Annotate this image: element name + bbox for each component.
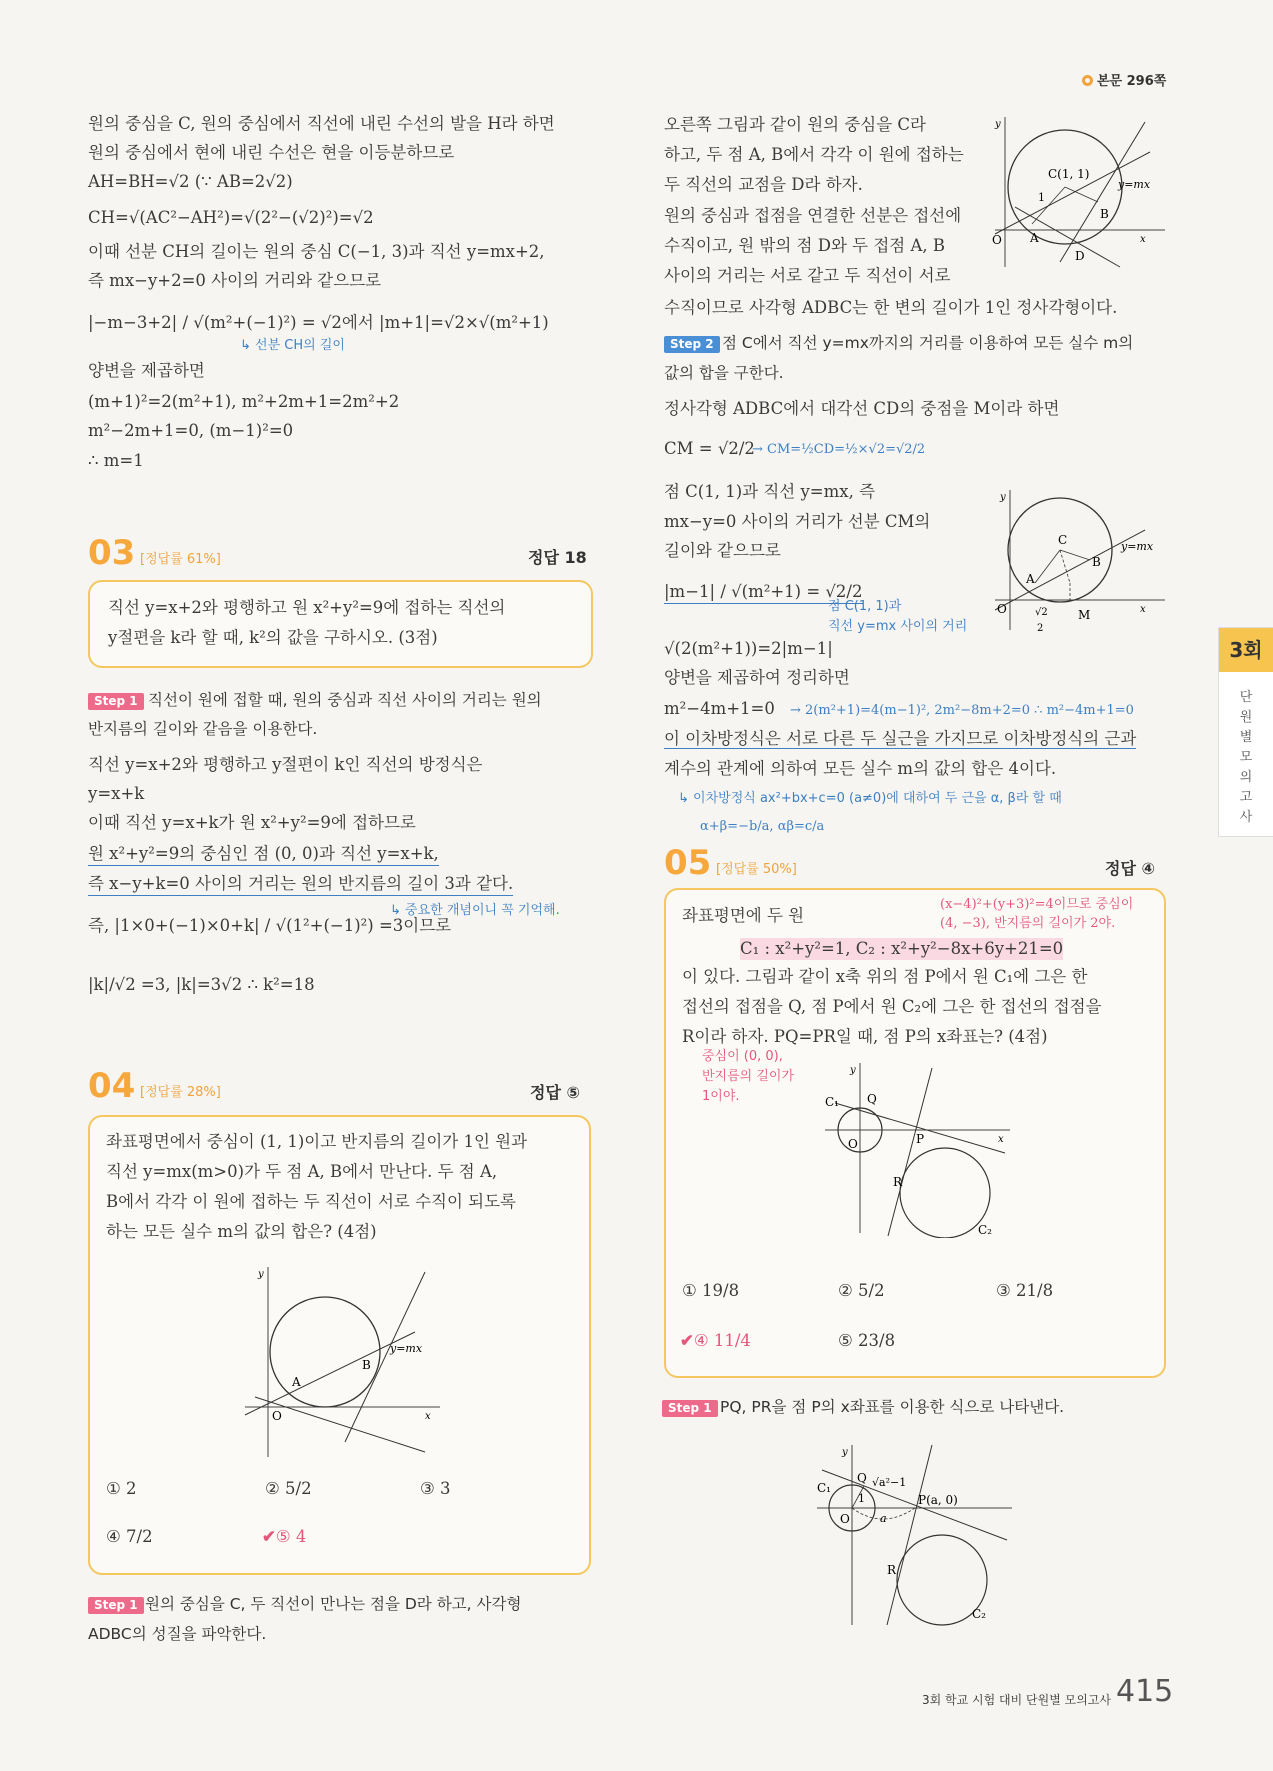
q04s-line-8: 양변을 제곱하여 정리하면	[664, 668, 850, 687]
q03-sol-3: 이때 직선 y=x+k가 원 x²+y²=9에 접하므로	[88, 813, 416, 832]
q03-sol-4: 원 x²+y²=9의 중심인 점 (0, 0)과 직선 y=x+k,	[88, 843, 439, 866]
q04-problem-2: 직선 y=mx(m>0)가 두 점 A, B에서 만난다. 두 점 A,	[106, 1162, 498, 1181]
q04s-note-4: ↳ 이차방정식 ax²+bx+c=0 (a≠0)에 대하여 두 근을 α, β라 할 때	[678, 791, 1062, 806]
chapter-tab[interactable]	[1218, 627, 1273, 837]
svg-text:C: C	[1058, 533, 1068, 547]
q04-step1-badge: Step 1	[88, 1597, 144, 1614]
svg-text:R: R	[887, 1563, 897, 1577]
svg-text:O: O	[840, 1512, 850, 1526]
q04s-note-1: → CM=½CD=½×√2=√2/2	[752, 442, 926, 457]
q04s-note-2b: 직선 y=mx 사이의 거리	[828, 619, 968, 634]
svg-text:C₂: C₂	[978, 1223, 992, 1237]
svg-text:M: M	[1078, 608, 1091, 622]
q05-choice-3[interactable]: ③ 21/8	[996, 1281, 1054, 1300]
q05-answer: 정답 ④	[1105, 859, 1156, 878]
step2-badge: Step 2	[664, 336, 720, 353]
q04c-line-6: 사이의 거리는 서로 같고 두 직선이 서로	[664, 266, 951, 285]
q03-problem-1: 직선 y=x+2와 평행하고 원 x²+y²=9에 접하는 직선의	[108, 598, 506, 617]
q04s-line-11: 계수의 관계에 의하여 모든 실수 m의 값의 합은 4이다.	[664, 759, 1057, 778]
svg-text:A: A	[1026, 572, 1035, 586]
q04-rate: [정답률 28%]	[140, 1085, 221, 1100]
q03-sol-2: y=x+k	[88, 784, 145, 803]
q05-choice-4-selected[interactable]: ✔④ 11/4	[680, 1331, 751, 1350]
q03-number: 03	[88, 533, 136, 573]
q05-note-c1-3: 1이야.	[702, 1089, 740, 1104]
q03-sol-1: 직선 y=x+2와 평행하고 y절편이 k인 직선의 방정식은	[88, 755, 483, 774]
svg-text:D: D	[1075, 249, 1085, 263]
check-mark-icon: ✔	[262, 1527, 276, 1546]
svg-text:O: O	[992, 233, 1002, 247]
q04c-line-1: 오른쪽 그림과 같이 원의 중심을 C라	[664, 115, 926, 134]
intro-line-1: 원의 중심을 C, 원의 중심에서 직선에 내린 수선의 발을 H라 하면	[88, 114, 555, 133]
intro-line-5: 이때 선분 CH의 길이는 원의 중심 C(−1, 3)과 직선 y=mx+2,	[88, 242, 545, 261]
svg-text:y: y	[1000, 492, 1006, 503]
svg-text:a: a	[880, 1512, 887, 1525]
q05-problem-5: R이라 하자. PQ=PR일 때, 점 P의 x좌표는? (4점)	[682, 1027, 1048, 1046]
q03-sol-6: 즉, |1×0+(−1)×0+k| / √(1²+(−1)²) =3이므로	[88, 916, 452, 935]
svg-text:P: P	[916, 1132, 925, 1146]
q04-problem-4: 하는 모든 실수 m의 값의 합은? (4점)	[106, 1222, 377, 1241]
q04s-line-6: |m−1| / √(m²+1) = √2/2	[664, 581, 863, 604]
svg-text:y=mx: y=mx	[1121, 540, 1154, 553]
svg-text:y: y	[850, 1065, 856, 1076]
q04-choice-1[interactable]: ① 2	[106, 1479, 137, 1498]
q04s-note-2a: 점 C(1, 1)과	[828, 599, 902, 614]
svg-text:√2: √2	[1035, 607, 1048, 618]
svg-text:√a²−1: √a²−1	[872, 1476, 907, 1489]
q04-choice-3[interactable]: ③ 3	[420, 1479, 451, 1498]
q03-rate: [정답률 61%]	[140, 552, 221, 567]
q04s-line-1: 정사각형 ADBC에서 대각선 CD의 중점을 M이라 하면	[664, 399, 1060, 418]
svg-text:A: A	[292, 1375, 301, 1389]
q05-note-c1-1: 중심이 (0, 0),	[702, 1049, 783, 1064]
svg-text:Q: Q	[867, 1092, 877, 1106]
svg-text:B: B	[362, 1358, 371, 1372]
svg-text:x: x	[1140, 234, 1146, 245]
q04c-line-5: 수직이고, 원 밖의 점 D와 두 접점 A, B	[664, 236, 945, 255]
svg-text:1: 1	[1038, 191, 1045, 204]
q04s-line-10: 이 이차방정식은 서로 다른 두 실근을 가지므로 이차방정식의 근과	[664, 729, 1137, 748]
intro-line-2: 원의 중심에서 현에 내린 수선은 현을 이등분하므로	[88, 143, 455, 162]
q04-problem-1: 좌표평면에서 중심이 (1, 1)이고 반지름의 길이가 1인 원과	[106, 1132, 528, 1151]
intro-line-8: 양변을 제곱하면	[88, 361, 205, 380]
q04-choice-5-selected[interactable]: ✔⑤ 4	[262, 1527, 307, 1546]
svg-text:x: x	[998, 1134, 1004, 1145]
svg-text:2: 2	[1037, 623, 1044, 634]
svg-text:x: x	[1140, 604, 1146, 615]
svg-text:C(1, 1): C(1, 1)	[1048, 167, 1090, 181]
q04-choice-2[interactable]: ② 5/2	[265, 1479, 312, 1498]
svg-text:C₁: C₁	[817, 1481, 831, 1495]
q03-sol-note: ↳ 중요한 개념이니 꼭 기억해.	[390, 903, 560, 918]
svg-text:P(a, 0): P(a, 0)	[918, 1493, 958, 1507]
svg-text:O: O	[272, 1409, 282, 1423]
intro-line-10: m²−2m+1=0, (m−1)²=0	[88, 421, 294, 440]
q04c-figure-2	[990, 485, 1165, 635]
q03-sol-7: |k|/√2 =3, |k|=3√2 ∴ k²=18	[88, 975, 315, 994]
q05-problem-4: 접선의 접점을 Q, 점 P에서 원 C₂에 그은 한 접선의 접점을	[682, 997, 1102, 1016]
q04-answer: 정답 ⑤	[530, 1083, 581, 1102]
page-ref: 본문 296쪽	[1082, 70, 1166, 89]
chapter-tab-label: 단원별 모의고사	[1239, 690, 1253, 825]
q05-choice-2[interactable]: ② 5/2	[838, 1281, 885, 1300]
svg-text:y: y	[258, 1269, 264, 1280]
q04c-line-7: 수직이므로 사각형 ADBC는 한 변의 길이가 1인 정사각형이다.	[664, 298, 1118, 317]
footer-text: 3회 학교 시험 대비 단원별 모의고사	[922, 1693, 1111, 1707]
q04s-line-3: 점 C(1, 1)과 직선 y=mx, 즉	[664, 482, 876, 501]
q05-figure	[820, 1058, 1010, 1238]
q04s-note-3: → 2(m²+1)=4(m−1)², 2m²−8m+2=0 ∴ m²−4m+1=0	[790, 703, 1134, 718]
svg-text:y=mx: y=mx	[1118, 178, 1151, 191]
svg-text:R: R	[893, 1175, 903, 1189]
q03-problem-2: y절편을 k라 할 때, k²의 값을 구하시오. (3점)	[108, 628, 438, 647]
q04-choice-4[interactable]: ④ 7/2	[106, 1527, 153, 1546]
intro-line-3: AH=BH=√2 (∵ AB=2√2)	[88, 172, 293, 191]
svg-text:B: B	[1092, 555, 1101, 569]
ref-icon	[1082, 75, 1093, 86]
q04-figure	[240, 1262, 440, 1462]
q05-choice-5[interactable]: ⑤ 23/8	[838, 1331, 896, 1350]
step2-text-2: 값의 합을 구한다.	[664, 364, 784, 382]
q05-rate: [정답률 50%]	[716, 862, 797, 877]
svg-text:1: 1	[858, 1492, 865, 1505]
svg-text:y=mx: y=mx	[390, 1342, 423, 1355]
q04s-line-5: 길이와 같으므로	[664, 541, 781, 560]
q04-problem-3: B에서 각각 이 원에 접하는 두 직선이 서로 수직이 되도록	[106, 1192, 516, 1211]
svg-text:Q: Q	[857, 1471, 867, 1485]
q05-note-c1-2: 반지름의 길이가	[702, 1069, 795, 1084]
q04s-line-7: √(2(m²+1))=2|m−1|	[664, 639, 833, 658]
step2-text-1: 점 C에서 직선 y=mx까지의 거리를 이용하여 모든 실수 m의	[722, 334, 1134, 352]
svg-text:B: B	[1100, 207, 1109, 221]
q04s-line-4: mx−y=0 사이의 거리가 선분 CM의	[664, 512, 931, 531]
q03-step1-text-1: 직선이 원에 접할 때, 원의 중심과 직선 사이의 거리는 원의	[148, 691, 542, 709]
q05-problem-3: 이 있다. 그림과 같이 x축 위의 점 P에서 원 C₁에 그은 한	[682, 967, 1088, 986]
svg-text:O: O	[997, 602, 1007, 616]
q03-sol-5: 즉 x−y+k=0 사이의 거리는 원의 반지름의 길이 3과 같다.	[88, 873, 513, 896]
q05-problem-1: 좌표평면에 두 원	[682, 906, 805, 925]
q05-step1-text: PQ, PR을 점 P의 x좌표를 이용한 식으로 나타낸다.	[720, 1398, 1065, 1416]
q03-answer: 정답 18	[528, 548, 587, 567]
q04-number: 04	[88, 1066, 136, 1106]
q04-step1-text-2: ADBC의 성질을 파악한다.	[88, 1625, 267, 1643]
q03-step1-text-2: 반지름의 길이와 같음을 이용한다.	[88, 720, 318, 738]
svg-text:x: x	[425, 1411, 431, 1422]
q03-step1-badge: Step 1	[88, 693, 144, 710]
q05-choice-1[interactable]: ① 19/8	[682, 1281, 740, 1300]
page-number: 415	[1116, 1674, 1174, 1709]
intro-note: ↳ 선분 CH의 길이	[240, 338, 345, 353]
q05-note-c2-2: (4, −3), 반지름의 길이가 2야.	[940, 916, 1116, 931]
svg-text:O: O	[848, 1137, 858, 1151]
intro-line-9: (m+1)²=2(m²+1), m²+2m+1=2m²+2	[88, 392, 400, 411]
intro-line-7: |−m−3+2| / √(m²+(−1)²) = √2에서 |m+1|=√2×√(m²+1)	[88, 313, 549, 332]
intro-line-6: 즉 mx−y+2=0 사이의 거리와 같으므로	[88, 271, 382, 290]
q05-step1-badge: Step 1	[662, 1400, 718, 1417]
chapter-tab-title: 3회	[1219, 628, 1273, 672]
q04s-line-9: m²−4m+1=0	[664, 699, 775, 718]
svg-text:A: A	[1030, 231, 1039, 245]
q05-number: 05	[664, 843, 712, 883]
q04s-note-5: α+β=−b/a, αβ=c/a	[700, 819, 825, 834]
q04c-line-3: 두 직선의 교점을 D라 하자.	[664, 175, 863, 194]
q03-problem-box	[88, 580, 593, 668]
q04c-line-4: 원의 중심과 접점을 연결한 선분은 접선에	[664, 206, 962, 225]
intro-line-4: CH=√(AC²−AH²)=√(2²−(√2)²)=√2	[88, 208, 374, 227]
svg-text:C₁: C₁	[825, 1095, 839, 1109]
intro-line-11: ∴ m=1	[88, 451, 144, 470]
check-mark-icon: ✔	[680, 1331, 694, 1350]
q05-step-figure	[812, 1440, 1012, 1630]
q04-step1-text-1: 원의 중심을 C, 두 직선이 만나는 점을 D라 하고, 사각형	[145, 1595, 522, 1613]
q05-note-c2-1: (x−4)²+(y+3)²=4이므로 중심이	[940, 897, 1134, 912]
q05-problem-2: C₁ : x²+y²=1, C₂ : x²+y²−8x+6y+21=0	[740, 939, 1064, 958]
q04c-line-2: 하고, 두 점 A, B에서 각각 이 원에 접하는	[664, 145, 964, 164]
svg-text:C₂: C₂	[972, 1607, 986, 1621]
q04c-figure-1	[990, 112, 1165, 272]
q04s-line-2: CM = √2/2	[664, 439, 755, 458]
svg-text:y: y	[995, 119, 1001, 130]
svg-text:y: y	[842, 1447, 848, 1458]
